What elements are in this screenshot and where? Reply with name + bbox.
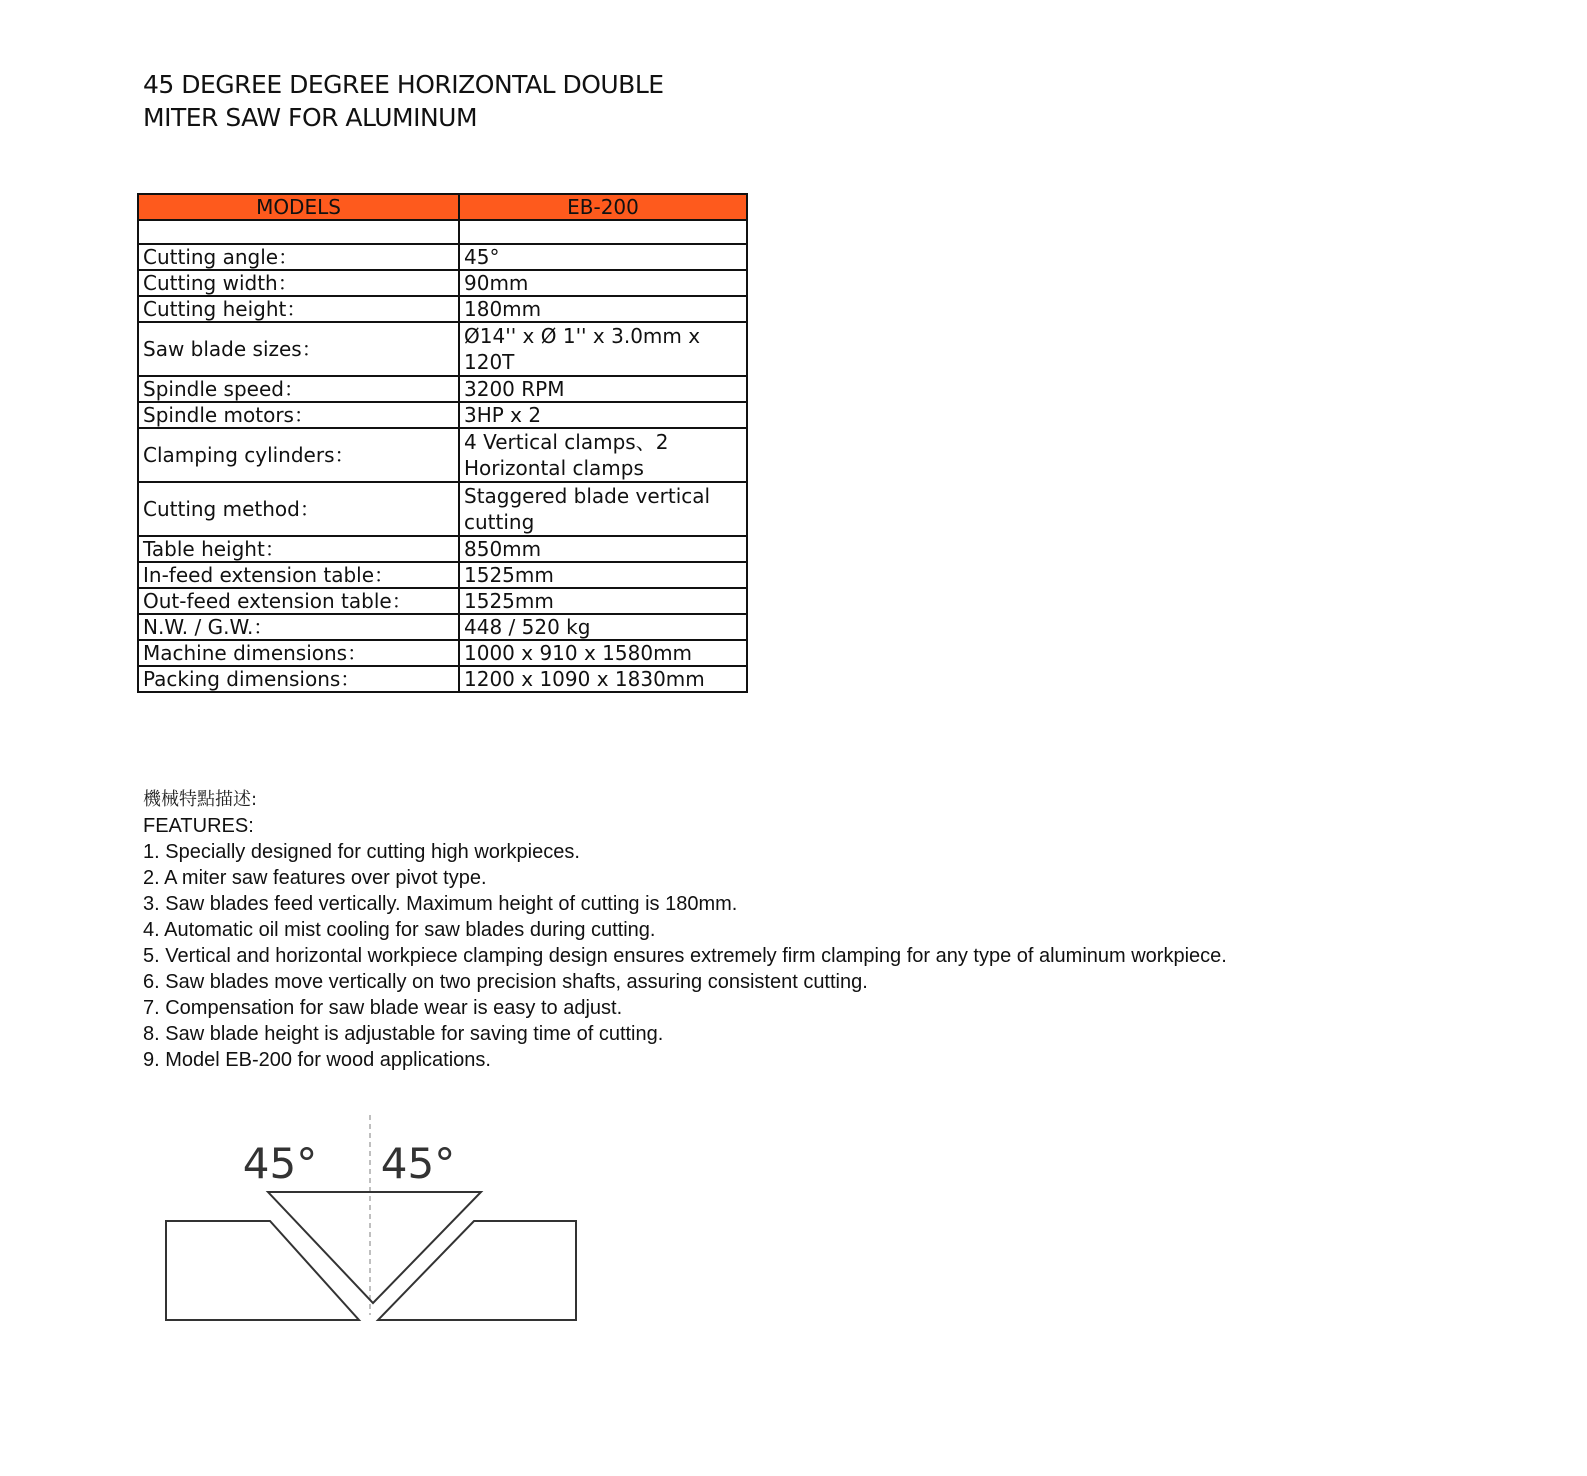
spec-label: Cutting angle： [138,244,459,270]
models-header: MODELS [138,194,459,220]
spec-label: Saw blade sizes： [138,322,459,376]
list-item: 2. A miter saw features over pivot type. [143,867,487,889]
spec-label: Cutting height： [138,296,459,322]
spec-label: Machine dimensions： [138,640,459,666]
left-angle-label: 45° [242,1139,318,1188]
spec-label: Packing dimensions： [138,666,459,692]
spec-label: Out-feed extension table： [138,588,459,614]
spec-label: In-feed extension table： [138,562,459,588]
spec-blank-row [138,220,747,244]
spec-value: 448 / 520 kg [459,614,747,640]
table-row [138,614,747,640]
table-row [138,562,747,588]
title-line-1: 45 DEGREE DEGREE HORIZONTAL DOUBLE [143,70,664,99]
table-row [138,666,747,692]
spec-value: 45° [459,244,747,270]
model-name-header: EB-200 [459,194,747,220]
table-row [138,376,747,402]
table-row [138,402,747,428]
spec-value: 180mm [459,296,747,322]
list-item: 4. Automatic oil mist cooling for saw blades during cutting. [143,919,656,941]
spec-label: N.W. / G.W.： [138,614,459,640]
table-row [138,640,747,666]
spec-label: Spindle motors： [138,402,459,428]
list-item: 8. Saw blade height is adjustable for saving time of cutting. [143,1023,664,1045]
list-item: 1. Specially designed for cutting high workpieces. [143,841,580,863]
table-row [138,428,747,482]
spec-value: 90mm [459,270,747,296]
features-heading-zh: 機械特點描述: [143,789,258,810]
table-row [138,322,747,376]
spec-label: Table height： [138,536,459,562]
spec-value: 1525mm [459,562,747,588]
spec-value: 1200 x 1090 x 1830mm [459,666,747,692]
miter-cut-diagram [160,1115,600,1345]
spec-value: 3200 RPM [459,376,747,402]
table-row [138,482,747,536]
list-item: 6. Saw blades move vertically on two precision shafts, assuring consistent cutting. [143,971,868,993]
table-row [138,588,747,614]
spec-label: Spindle speed： [138,376,459,402]
spec-value: Ø14'' x Ø 1'' x 3.0mm x 120T [459,322,747,376]
spec-value: 850mm [459,536,747,562]
spec-header-row [138,194,747,220]
spec-label: Clamping cylinders： [138,428,459,482]
list-item: 5. Vertical and horizontal workpiece clamping design ensures extremely firm clamping for any type of aluminum workpiece. [143,945,1227,967]
spec-label: Cutting width： [138,270,459,296]
spec-value: 3HP x 2 [459,402,747,428]
right-angle-label: 45° [380,1139,456,1188]
spec-label: Cutting method： [138,482,459,536]
left-workpiece-shape [166,1221,359,1320]
list-item: 9. Model EB-200 for wood applications. [143,1049,491,1071]
features-heading: FEATURES: [143,815,254,837]
list-item: 7. Compensation for saw blade wear is easy to adjust. [143,997,623,1019]
features-section [143,787,1523,1073]
table-row [138,536,747,562]
spec-value: 1525mm [459,588,747,614]
table-row [138,296,747,322]
title-line-2: MITER SAW FOR ALUMINUM [143,103,478,132]
page-title [143,68,843,134]
spec-value: 1000 x 910 x 1580mm [459,640,747,666]
table-row [138,270,747,296]
list-item: 3. Saw blades feed vertically. Maximum height of cutting is 180mm. [143,893,738,915]
right-workpiece-shape [378,1221,576,1320]
spec-value: 4 Vertical clamps、2 Horizontal clamps [459,428,747,482]
spec-table [137,193,748,693]
table-row [138,244,747,270]
spec-value: Staggered blade vertical cutting [459,482,747,536]
